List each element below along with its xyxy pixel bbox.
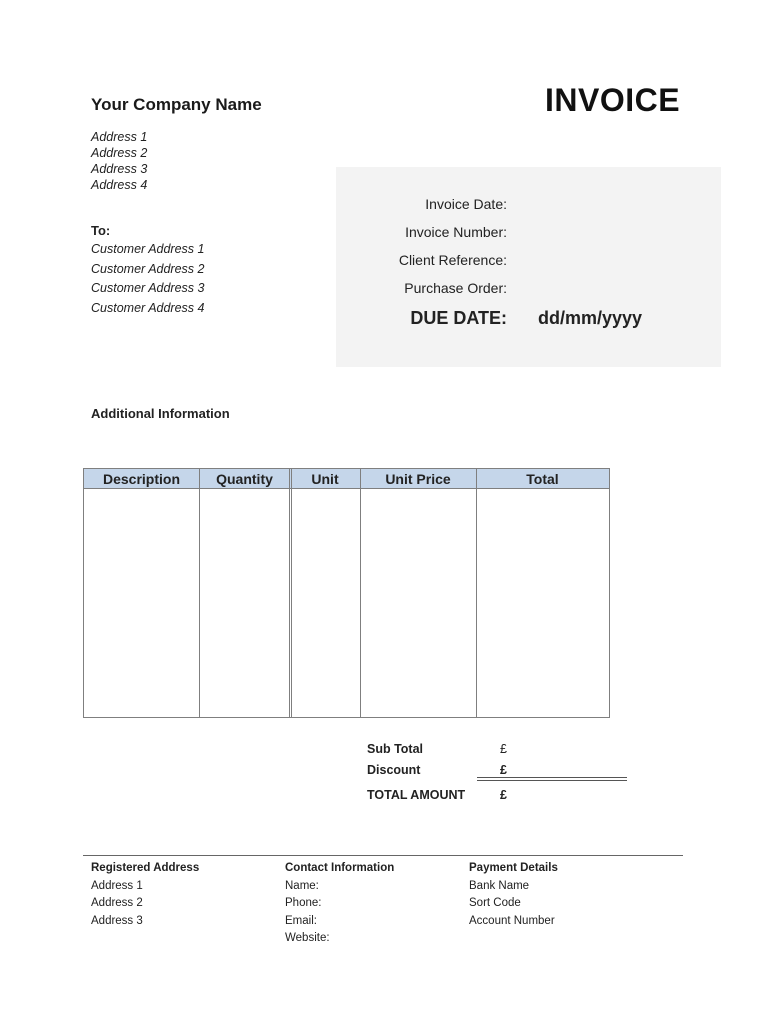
sender-address xyxy=(91,129,147,193)
column-divider xyxy=(289,469,290,717)
column-divider xyxy=(476,469,477,717)
contact-website-label: Website: xyxy=(285,932,330,944)
column-header-unit-price: Unit Price xyxy=(385,471,451,487)
total-amount-currency: £ xyxy=(500,788,507,802)
column-header-unit: Unit xyxy=(311,471,339,487)
registered-address-line: Address 2 xyxy=(91,897,143,909)
customer-address xyxy=(91,240,204,318)
line-items-table xyxy=(83,468,610,718)
invoice-number-label: Invoice Number: xyxy=(405,224,507,240)
registered-address-heading: Registered Address xyxy=(91,862,200,874)
customer-address-line: Customer Address 4 xyxy=(91,300,205,315)
sender-address-line: Address 3 xyxy=(91,162,148,176)
invoice-meta-panel xyxy=(336,167,721,367)
payment-details-heading: Payment Details xyxy=(469,862,558,874)
customer-address-line: Customer Address 3 xyxy=(91,281,205,295)
footer-divider xyxy=(83,855,683,856)
column-header-description: Description xyxy=(102,471,180,487)
sender-address-line: Address 4 xyxy=(91,178,148,192)
due-date-value: dd/mm/yyyy xyxy=(538,308,643,328)
client-reference-label: Client Reference: xyxy=(398,252,507,268)
totals-rule-bottom xyxy=(477,780,627,781)
company-name: Your Company Name xyxy=(91,95,262,114)
additional-information-heading: Additional Information xyxy=(91,406,230,421)
column-header-quantity: Quantity xyxy=(216,471,273,487)
column-header-total: Total xyxy=(526,471,559,487)
customer-address-line: Customer Address 1 xyxy=(91,242,205,256)
due-date-label: DUE DATE: xyxy=(410,308,507,328)
totals-rule-top xyxy=(477,777,627,778)
customer-address-line: Customer Address 2 xyxy=(91,261,205,276)
sub-total-currency: £ xyxy=(500,742,507,756)
registered-address-line: Address 3 xyxy=(91,914,143,927)
registered-address-line: Address 1 xyxy=(91,879,143,892)
sender-address-line: Address 2 xyxy=(91,146,148,160)
account-number-label: Account Number xyxy=(469,914,555,927)
purchase-order-label: Purchase Order: xyxy=(404,280,507,296)
column-divider xyxy=(199,469,200,717)
discount-label: Discount xyxy=(367,763,421,777)
footer-registered-address xyxy=(91,860,199,930)
column-divider xyxy=(291,469,292,717)
sort-code-label: Sort Code xyxy=(469,897,521,909)
sender-address-line: Address 1 xyxy=(91,130,148,144)
footer-payment-details xyxy=(469,860,558,930)
invoice-title: INVOICE xyxy=(545,82,681,118)
contact-information-heading: Contact Information xyxy=(285,862,395,874)
bank-name-label: Bank Name xyxy=(469,879,530,892)
total-amount-label: TOTAL AMOUNT xyxy=(367,788,466,802)
contact-name-label: Name: xyxy=(285,879,319,892)
sub-total-label: Sub Total xyxy=(367,742,424,756)
discount-currency: £ xyxy=(500,763,507,777)
to-label: To: xyxy=(91,223,111,238)
contact-email-label: Email: xyxy=(285,914,317,927)
invoice-date-label: Invoice Date: xyxy=(425,196,507,212)
contact-phone-label: Phone: xyxy=(285,897,322,909)
footer-contact-information xyxy=(285,860,394,948)
column-divider xyxy=(360,469,361,717)
